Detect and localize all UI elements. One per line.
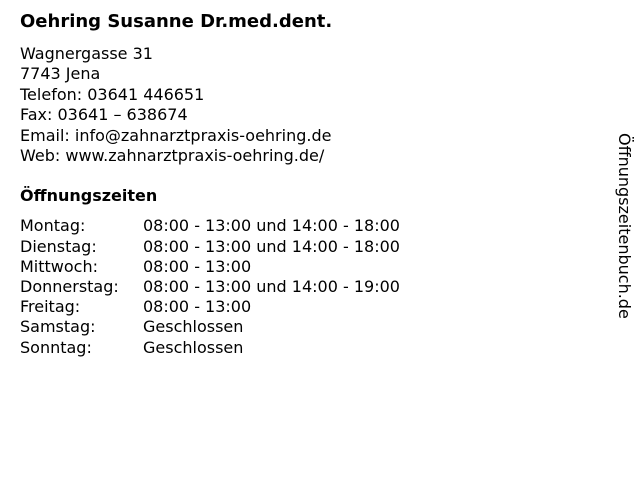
- fax-line: Fax: 03641 – 638674: [20, 105, 188, 125]
- hours-row-friday: [20, 297, 400, 317]
- day-label: Montag:: [20, 216, 86, 236]
- day-label: Mittwoch:: [20, 256, 98, 276]
- time-value: 08:00 - 13:00 und 14:00 - 18:00: [143, 216, 400, 236]
- opening-hours-table: [20, 216, 400, 357]
- business-card: [20, 10, 600, 358]
- street-address: Wagnergasse 31: [20, 44, 153, 63]
- business-name: Oehring Susanne Dr.med.dent.: [20, 11, 333, 32]
- time-value: Geschlossen: [143, 337, 244, 357]
- city-line: 7743 Jena: [20, 64, 101, 84]
- opening-hours-heading: Öffnungszeiten: [20, 186, 158, 206]
- time-value: 08:00 - 13:00: [143, 297, 252, 317]
- time-value: 08:00 - 13:00 und 14:00 - 19:00: [143, 277, 400, 297]
- contact-block: [20, 44, 600, 166]
- day-label: Samstag:: [20, 317, 96, 337]
- hours-row-thursday: [20, 277, 400, 297]
- site-watermark: Öffnungszeitenbuch.de: [615, 133, 634, 319]
- day-label: Freitag:: [20, 297, 81, 317]
- phone-line: Telefon: 03641 446651: [20, 84, 205, 104]
- day-label: Donnerstag:: [20, 277, 119, 297]
- day-label: Dienstag:: [20, 236, 97, 256]
- time-value: Geschlossen: [143, 317, 244, 337]
- hours-row-saturday: [20, 317, 400, 337]
- hours-row-monday: [20, 216, 400, 236]
- hours-row-tuesday: [20, 237, 400, 257]
- time-value: 08:00 - 13:00 und 14:00 - 18:00: [143, 236, 400, 256]
- hours-row-wednesday: [20, 257, 400, 277]
- day-label: Sonntag:: [20, 337, 92, 357]
- time-value: 08:00 - 13:00: [143, 256, 252, 276]
- web-line: Web: www.zahnarztpraxis-oehring.de/: [20, 146, 325, 166]
- hours-row-sunday: [20, 338, 400, 358]
- email-line: Email: info@zahnarztpraxis-oehring.de: [20, 125, 332, 145]
